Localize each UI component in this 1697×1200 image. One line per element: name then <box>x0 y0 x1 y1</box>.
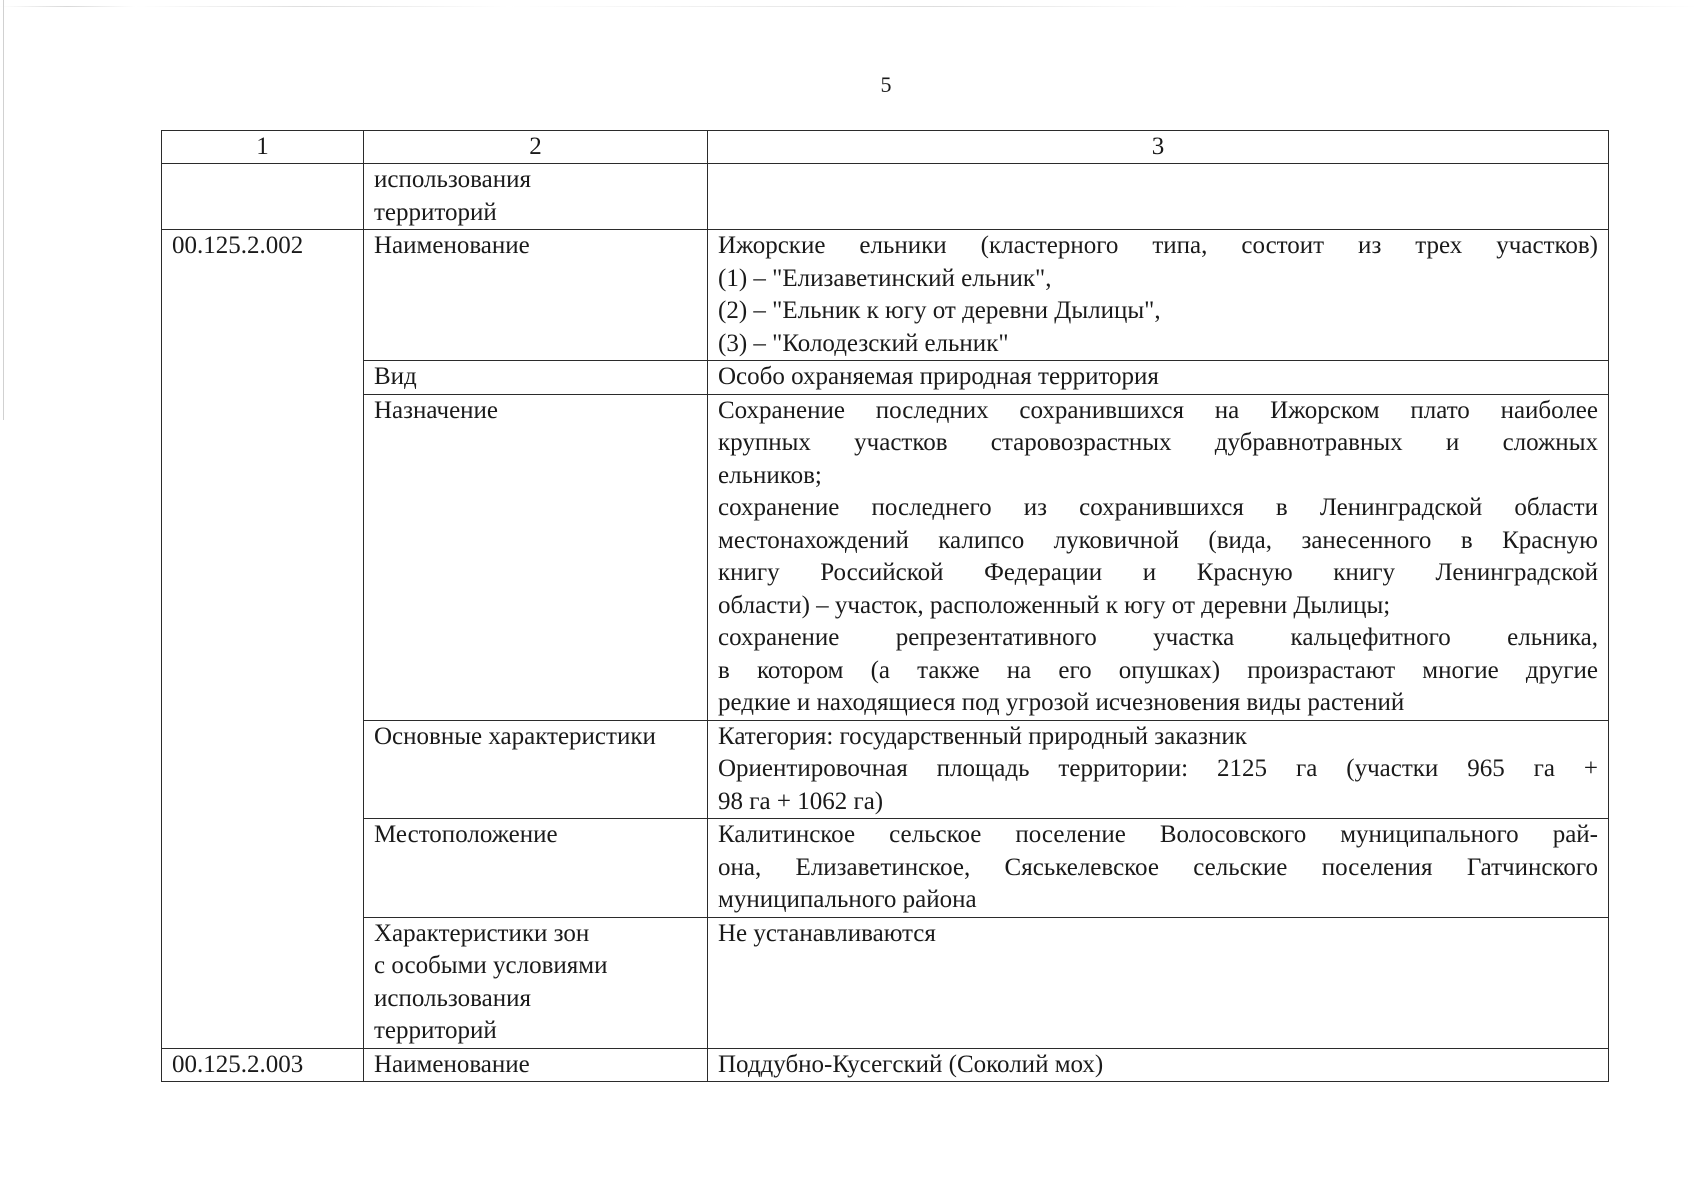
label-line: территорий <box>374 198 497 226</box>
row-value-cell <box>708 1048 1609 1082</box>
value-line: сохранение репрезентативного участка кальцефитного ельника, <box>718 624 1598 651</box>
value-line: (2) – "Ельник к югу от деревни Дылицы", <box>718 297 1161 324</box>
value-line: она, Елизаветинское, Сяськелевское сельские поселения Гатчинского <box>718 853 1598 881</box>
label-line: Основные характеристики <box>374 722 656 750</box>
value-line: книгу Российской Федерации и Красную книгу Ленинградской <box>718 559 1598 586</box>
value-line: (3) – "Колодезский ельник" <box>718 329 1009 357</box>
label-line: использования <box>374 166 531 193</box>
label-line: Наименование <box>374 232 530 259</box>
value-line: Не устанавливаются <box>718 919 936 947</box>
label-line: Наименование <box>374 1050 530 1078</box>
scan-edge-left <box>3 0 4 420</box>
value-line: ельников; <box>718 461 822 489</box>
value-line: редкие и находящиеся под угрозой исчезновения виды растений <box>718 689 1405 716</box>
row-code-cell: 00.125.2.002 <box>162 230 364 1049</box>
table-row <box>162 230 1609 361</box>
label-line: Местоположение <box>374 821 558 848</box>
row-label-cell <box>364 361 708 395</box>
header-cell-3: 3 <box>708 131 1609 164</box>
header-cell-1: 1 <box>162 131 364 164</box>
row-label-cell <box>364 720 708 819</box>
label-line: с особыми условиями <box>374 952 608 979</box>
table-row <box>162 164 1609 230</box>
label-line: Вид <box>374 363 417 390</box>
table-header-row <box>162 131 1609 164</box>
value-line: местонахождений калипсо луковичной (вида, занесенного в Красную <box>718 526 1598 554</box>
table-row <box>162 361 1609 395</box>
label-line: использования <box>374 984 531 1012</box>
row-label-cell <box>364 394 708 720</box>
value-line: Калитинское сельское поселение Волосовского муниципального рай- <box>718 821 1598 848</box>
row-value-cell <box>708 394 1609 720</box>
row-value-cell <box>708 230 1609 361</box>
row-value-cell <box>708 361 1609 395</box>
value-line: области) – участок, расположенный к югу от деревни Дылицы; <box>718 591 1391 619</box>
value-line: муниципального района <box>718 886 977 913</box>
table-row <box>162 720 1609 819</box>
value-line: Сохранение последних сохранившихся на Ижорском плато наиболее <box>718 396 1598 424</box>
row-value-cell <box>708 720 1609 819</box>
document-table <box>161 130 1609 1082</box>
scan-edge-top <box>0 6 1697 7</box>
page-number: 5 <box>880 72 892 97</box>
row-code-cell <box>162 164 364 230</box>
table-row <box>162 917 1609 1048</box>
row-value-cell <box>708 917 1609 1048</box>
label-line: Назначение <box>374 396 499 424</box>
value-line: 98 га + 1062 га) <box>718 787 884 815</box>
value-line: крупных участков старовозрастных дубравнотравных и сложных <box>718 429 1598 456</box>
row-label-cell <box>364 1048 708 1082</box>
table-row <box>162 1048 1609 1082</box>
value-line: Ижорские ельники (кластерного типа, состоит из трех участков) <box>718 232 1598 259</box>
row-label-cell <box>364 917 708 1048</box>
value-line: Категория: государственный природный заказник <box>718 722 1247 750</box>
value-line: Ориентировочная площадь территории: 2125 га (участки 965 га + <box>718 755 1598 782</box>
value-line: в котором (а также на его опушках) произрастают многие другие <box>718 656 1598 684</box>
table-row <box>162 394 1609 720</box>
row-code-cell: 00.125.2.003 <box>162 1048 364 1082</box>
row-label-cell <box>364 230 708 361</box>
header-cell-2: 2 <box>364 131 708 164</box>
row-value-cell <box>708 819 1609 918</box>
row-label-cell <box>364 819 708 918</box>
value-line: сохранение последнего из сохранившихся в Ленинградской области <box>718 494 1598 521</box>
label-line: Характеристики зон <box>374 919 590 947</box>
value-line: Особо охраняемая природная территория <box>718 363 1159 390</box>
label-line: территорий <box>374 1017 497 1044</box>
table-row <box>162 819 1609 918</box>
value-line: (1) – "Елизаветинский ельник", <box>718 264 1052 292</box>
row-value-cell <box>708 164 1609 230</box>
row-label-cell <box>364 164 708 230</box>
value-line: Поддубно-Кусегский (Соколий мох) <box>718 1050 1104 1078</box>
